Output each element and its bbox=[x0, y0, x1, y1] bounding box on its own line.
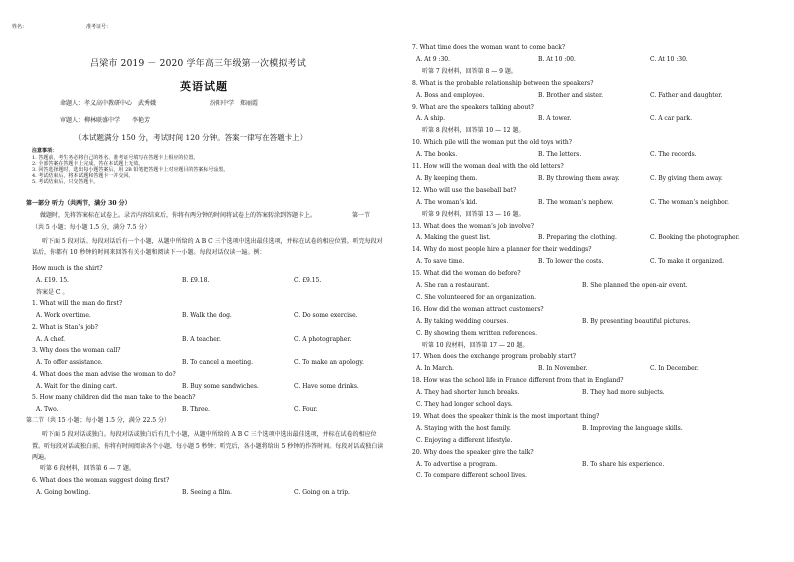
listen-instruction: 听第 10 段材料，回答第 17 — 20 题。 bbox=[422, 341, 529, 349]
exam-number-label: 准考证号： bbox=[86, 24, 112, 30]
q6-option-c: C. Going on a trip. bbox=[294, 489, 350, 496]
option-b: B. By throwing them away. bbox=[538, 174, 620, 182]
question: 11. How will the woman deal with the old letters? bbox=[412, 163, 564, 170]
question: 8. What is the probable relationship between the speakers? bbox=[412, 79, 594, 87]
option-a: A. She ran a restaurant. bbox=[416, 282, 490, 289]
question-2: 2. What is Stan’s job? bbox=[32, 323, 98, 331]
option-c: C. At 10 :30. bbox=[650, 55, 688, 63]
section1-instructions: 听下面 5 段对话。每段对话后有一个小题，从题中所给的 A B C 三个选项中选出最佳选项，并标在试卷的相应位置。听完每段对话后，你都有 10 秒钟的时间来回答有关小题和阅读下一小题。每段对话仅读一遍。例： bbox=[32, 238, 383, 256]
section2-heading: 第二节（共 15 小题；每小题 1.5 分，满分 22.5 分） bbox=[26, 417, 170, 424]
question: 15. What did the woman do before? bbox=[412, 270, 521, 278]
q5-option-b: B. Three. bbox=[182, 406, 210, 413]
question-6: 6. What does the woman suggest doing first? bbox=[32, 477, 170, 484]
q4-option-c: C. Have some drinks. bbox=[294, 382, 359, 390]
part1-intro: 做题时，先将答案标在试卷上。录音内容结束后，你将有两分钟的时间将试卷上的答案转涂到答题卡上。 bbox=[40, 212, 317, 219]
option-a: A. The books. bbox=[416, 151, 458, 159]
option-b: B. She planned the open-air event. bbox=[582, 282, 688, 289]
question: 14. Why do most people hire a planner for their weddings? bbox=[412, 246, 592, 254]
part1-heading: 第一部分 听力（共两节，满分 30 分） bbox=[26, 200, 131, 207]
question: 16. How did the woman attract customers? bbox=[412, 305, 544, 313]
option-a: A. A ship. bbox=[416, 115, 445, 123]
option-a: A. Staying with the host family. bbox=[416, 424, 511, 432]
setters-line: 命题人：孝义高中教研中心 武秀娥 汾阳中学 郑丽霞 bbox=[60, 100, 259, 107]
exam-info: （本试题满分 150 分，考试时间 120 分钟。答案一律写在答题卡上） bbox=[74, 133, 308, 142]
listen-instruction: 听第 6 段材料，回答第 6 — 7 题。 bbox=[40, 465, 135, 472]
option-b: B. To share his experience. bbox=[582, 460, 665, 468]
question: 9. What are the speakers talking about? bbox=[412, 103, 534, 111]
question-5: 5. How many children did the man take to the beach? bbox=[32, 394, 196, 401]
option-c: C. To make it organized. bbox=[650, 258, 724, 266]
section1-label: 第一节 bbox=[352, 212, 371, 219]
q1-option-b: B. Walk the dog. bbox=[182, 312, 232, 319]
option-b: B. The woman’s nephew. bbox=[538, 198, 614, 206]
option-c: C. In December. bbox=[650, 365, 699, 373]
question-1: 1. What will the man do first? bbox=[32, 300, 123, 307]
option-c: C. The woman’s neighbor. bbox=[650, 198, 729, 206]
question: 18. How was the school life in France different from that in England? bbox=[412, 377, 624, 385]
q4-option-b: B. Buy some sandwiches. bbox=[182, 382, 259, 390]
q2-option-b: B. A teacher. bbox=[182, 335, 221, 343]
example-option-c: C. £9.15. bbox=[294, 277, 322, 284]
option-c: C. By showing them written references. bbox=[416, 329, 537, 337]
option-b: B. To lower the costs. bbox=[538, 258, 604, 266]
question-3: 3. Why does the woman call? bbox=[32, 347, 121, 354]
option-c: C. By giving them away. bbox=[650, 174, 723, 182]
option-a: A. Boss and employee. bbox=[416, 91, 485, 99]
option-a: A. By taking wedding courses. bbox=[416, 317, 509, 325]
q4-option-a: A. Wait for the dining cart. bbox=[36, 382, 118, 390]
question: 20. Why does the speaker give the talk? bbox=[412, 448, 534, 456]
section1-points: （共 5 小题；每小题 1.5 分，满分 7.5 分） bbox=[32, 224, 151, 231]
q6-option-b: B. Seeing a film. bbox=[182, 489, 232, 496]
q1-option-c: C. Do some exercise. bbox=[294, 312, 358, 319]
notes-title: 注意事项： bbox=[32, 148, 58, 154]
option-b: B. In November. bbox=[538, 365, 588, 373]
question-4: 4. What does the man advise the woman to do? bbox=[32, 370, 176, 378]
option-a: A. They had shorter lunch breaks. bbox=[416, 389, 520, 397]
option-b: B. At 10 :00. bbox=[538, 55, 576, 63]
option-c: C. They had longer school days. bbox=[416, 401, 513, 408]
option-c: C. A car park. bbox=[650, 115, 692, 123]
q2-option-a: A. A chef. bbox=[36, 335, 66, 343]
example-question: How much is the shirt? bbox=[32, 265, 103, 272]
listen-instruction: 听第 7 段材料，回答第 8 — 9 题。 bbox=[422, 67, 517, 75]
q1-option-a: A. Work overtime. bbox=[36, 312, 91, 319]
note-item: 2. 全部答案在答题卡上完成，答在本试题上无效。 bbox=[32, 161, 144, 167]
option-c: C. Booking the photographer. bbox=[650, 234, 740, 242]
q5-option-c: C. Four. bbox=[294, 406, 318, 413]
q3-option-b: B. To cancel a meeting. bbox=[182, 359, 254, 366]
listen-instruction: 听第 9 段材料，回答第 13 — 16 题。 bbox=[422, 210, 525, 218]
option-c: C. The records. bbox=[650, 151, 697, 159]
option-b: B. The letters. bbox=[538, 151, 582, 159]
q3-option-c: C. To make an apology. bbox=[294, 359, 364, 366]
example-option-a: A. £19. 15. bbox=[36, 277, 69, 284]
option-a: A. To save time. bbox=[416, 258, 465, 266]
name-label: 姓名： bbox=[12, 24, 28, 30]
example-answer: 答案是 C 。 bbox=[36, 289, 69, 296]
option-b: B. Improving the language skills. bbox=[582, 424, 683, 432]
q6-option-a: A. Going bowling. bbox=[36, 489, 91, 496]
option-b: B. They had more subjects. bbox=[582, 389, 665, 397]
option-b: B. Preparing the clothing. bbox=[538, 234, 617, 242]
option-b: B. A tower. bbox=[538, 115, 572, 123]
subject-title: 英语试题 bbox=[180, 80, 228, 93]
option-a: A. The woman’s kid. bbox=[416, 198, 478, 206]
q5-option-a: A. Two. bbox=[36, 406, 59, 413]
option-a: A. In March. bbox=[416, 365, 455, 373]
question: 7. What time does the woman want to come back? bbox=[412, 44, 566, 51]
exam-title: 吕梁市 2019 － 2020 学年高三年级第一次模拟考试 bbox=[90, 59, 307, 69]
option-c: C. Father and daughter. bbox=[650, 91, 723, 99]
option-c: C. She volunteered for an organization. bbox=[416, 293, 537, 301]
question: 12. Who will use the baseball bat? bbox=[412, 186, 517, 194]
note-item: 4. 考试结束后，将本试题和答题卡一并交回。 bbox=[32, 173, 134, 179]
option-b: B. By presenting beautiful pictures. bbox=[582, 317, 691, 325]
example-option-b: B. £9.18. bbox=[182, 277, 210, 284]
note-item: 1. 答题前，考生务必将自己的姓名、准考证号填写在答题卡上相应的位置。 bbox=[32, 155, 199, 161]
option-a: A. Making the guest list. bbox=[416, 234, 491, 242]
question: 10. Which pile will the woman put the old toys with? bbox=[412, 139, 572, 147]
listen-instruction: 听第 8 段材料，回答第 10 — 12 题。 bbox=[422, 127, 525, 135]
option-c: C. To compare different school lives. bbox=[416, 472, 527, 480]
question: 13. What does the woman’s job involve? bbox=[412, 222, 534, 230]
question: 17. When does the exchange program probably start? bbox=[412, 353, 576, 361]
option-b: B. Brother and sister. bbox=[538, 91, 604, 99]
option-a: A. By keeping them. bbox=[416, 174, 478, 182]
reviewers-line: 审题人：柳林联盛中学 李艳芳 bbox=[60, 117, 151, 124]
q3-option-a: A. To offer assistance. bbox=[36, 359, 103, 366]
note-item: 3. 回答选择题时，选出每小题答案后，用 2B 铅笔把答题卡上对应题目的答案标号涂黑。 bbox=[32, 167, 229, 173]
option-a: A. To advertise a program. bbox=[416, 460, 497, 468]
section2-instructions: 听下面 5 段对话或独白。每段对话或独白后有几个小题，从题中所给的 A B C 三个选项中选出最佳选项，并标在试卷的相应位置。听每段对话或独白前，你将有时间阅读各个小题，每小题 5 秒钟；听完后，各小题将给出 5 秒钟的作答时间。每段对话或独白读两遍。 bbox=[32, 431, 384, 461]
q2-option-c: C. A photographer. bbox=[294, 335, 352, 343]
option-a: A. At 9 :30. bbox=[416, 55, 450, 63]
question: 19. What does the speaker think is the most important thing? bbox=[412, 412, 600, 420]
note-item: 5. 考试结束后，只交答题卡。 bbox=[32, 179, 99, 185]
option-c: C. Enjoying a different lifestyle. bbox=[416, 436, 513, 444]
